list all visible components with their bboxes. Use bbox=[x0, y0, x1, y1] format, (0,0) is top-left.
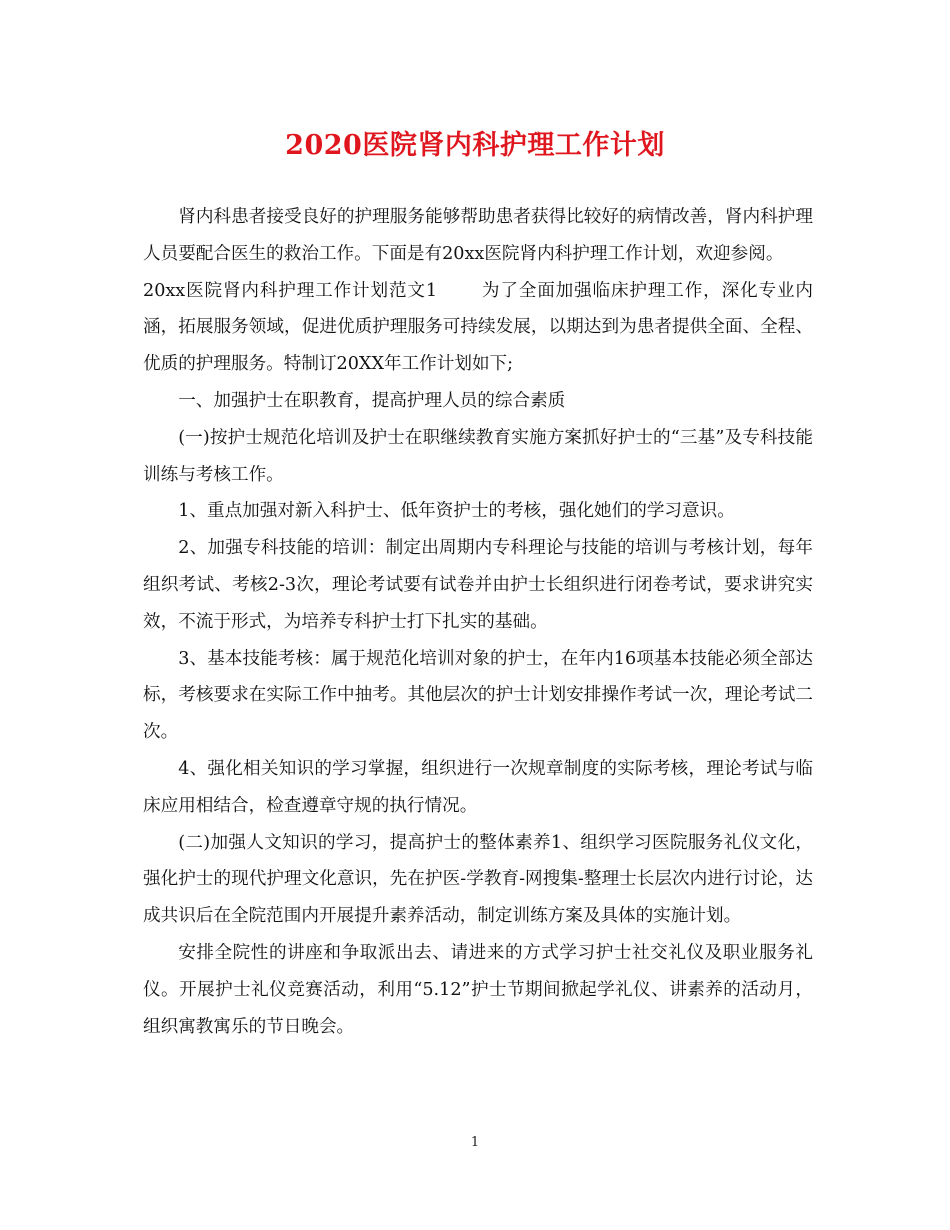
subsection-2: (二)加强人文知识的学习，提高护士的整体素养1、组织学习医院服务礼仪文化，强化护士的现代护理文化意识，先在护医-学教育-网搜集-整理士长层次内进行讨论，达成共识后在全院范围内开展提升素养活动，制定训练方案及具体的实施计划。 bbox=[143, 832, 813, 927]
intro-paragraph: 肾内科患者接受良好的护理服务能够帮助患者获得比较好的病情改善，肾内科护理人员要配合医生的救治工作。下面是有20xx医院肾内科护理工作计划，欢迎参阅。 bbox=[143, 207, 813, 264]
section-heading-1: 一、加强护士在职教育，提高护理人员的综合素质 bbox=[178, 390, 566, 411]
page-number: 1 bbox=[470, 1135, 480, 1150]
subsection-1: (一)按护士规范化培训及护士在职继续教育实施方案抓好护士的“三基”及专科技能训练与考核工作。 bbox=[143, 427, 813, 485]
document-body bbox=[143, 199, 813, 1045]
sample-intro: 为了全面加强临床护理工作，深化专业内涵，拓展服务领域，促进优质护理服务可持续发展，以期达到为患者提供全面、全程、优质的护理服务。特制订20XX年工作计划如下; bbox=[143, 280, 813, 375]
document-title: 2020医院肾内科护理工作计划 bbox=[285, 130, 665, 161]
sample-paragraph bbox=[143, 273, 813, 383]
list-item: 1、重点加强对新入科护士、低年资护士的考核，强化她们的学习意识。 bbox=[178, 501, 735, 522]
list-item: 4、强化相关知识的学习掌握，组织进行一次规章制度的实际考核，理论考试与临床应用相结合，检查遵章守规的执行情况。 bbox=[143, 758, 813, 816]
list-item: 3、基本技能考核：属于规范化培训对象的护士，在年内16项基本技能必须全部达标，考核要求在实际工作中抽考。其他层次的护士计划安排操作考试一次，理论考试二次。 bbox=[143, 648, 813, 743]
final-paragraph: 安排全院性的讲座和争取派出去、请进来的方式学习护士社交礼仪及职业服务礼仪。开展护士礼仪竞赛活动，利用“5.12”护士节期间掀起学礼仪、讲素养的活动月，组织寓教寓乐的节日晚会。 bbox=[143, 942, 813, 1037]
sample-heading: 20xx医院肾内科护理工作计划范文1 bbox=[143, 280, 438, 301]
list-item: 2、加强专科技能的培训：制定出周期内专科理论与技能的培训与考核计划，每年组织考试、考核2-3次，理论考试要有试卷并由护士长组织进行闭卷考试，要求讲究实效，不流于形式，为培养专科护士打下扎实的基础。 bbox=[143, 538, 813, 632]
